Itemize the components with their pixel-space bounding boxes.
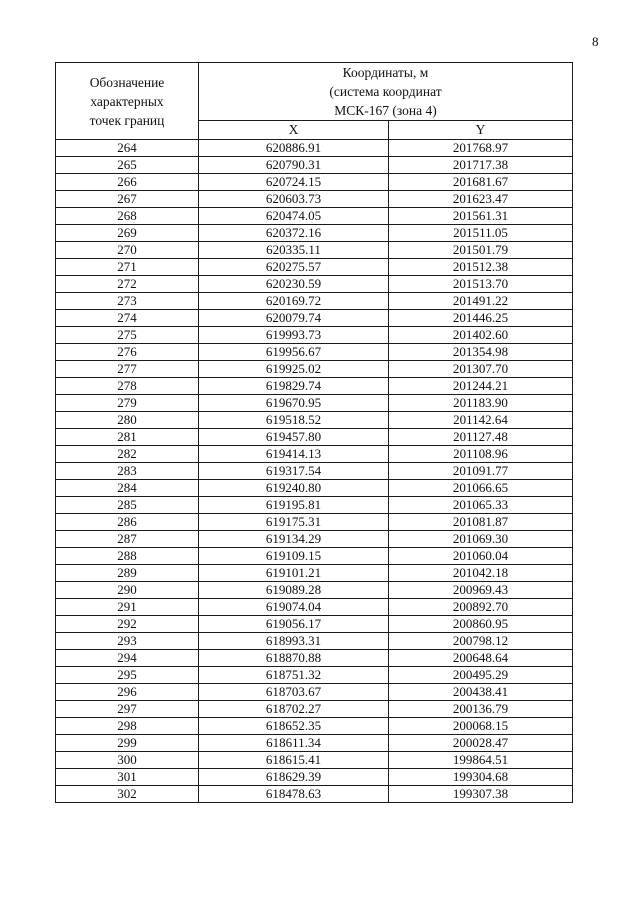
x-coordinate-cell: 619109.15 bbox=[199, 548, 389, 565]
point-number-cell: 300 bbox=[56, 752, 199, 769]
y-coordinate-cell: 199304.68 bbox=[389, 769, 573, 786]
x-coordinate-cell: 620275.57 bbox=[199, 259, 389, 276]
y-coordinate-cell: 201491.22 bbox=[389, 293, 573, 310]
x-coordinate-cell: 619101.21 bbox=[199, 565, 389, 582]
point-number-cell: 298 bbox=[56, 718, 199, 735]
table-row bbox=[56, 225, 573, 242]
point-number-cell: 268 bbox=[56, 208, 199, 225]
table-row bbox=[56, 242, 573, 259]
y-coordinate-cell: 200798.12 bbox=[389, 633, 573, 650]
table-row bbox=[56, 531, 573, 548]
coordinates-header-line: МСК-167 (зона 4) bbox=[334, 103, 437, 118]
table-row bbox=[56, 565, 573, 582]
y-coordinate-cell: 200892.70 bbox=[389, 599, 573, 616]
y-coordinate-cell: 201183.90 bbox=[389, 395, 573, 412]
y-coordinate-cell: 201060.04 bbox=[389, 548, 573, 565]
point-number-cell: 275 bbox=[56, 327, 199, 344]
coordinates-header-line: (система координат bbox=[329, 84, 442, 99]
point-number-cell: 281 bbox=[56, 429, 199, 446]
x-coordinate-cell: 618870.88 bbox=[199, 650, 389, 667]
point-number-cell: 301 bbox=[56, 769, 199, 786]
point-number-cell: 273 bbox=[56, 293, 199, 310]
x-coordinate-cell: 619925.02 bbox=[199, 361, 389, 378]
x-coordinate-cell: 618615.41 bbox=[199, 752, 389, 769]
point-number-cell: 276 bbox=[56, 344, 199, 361]
point-number-cell: 290 bbox=[56, 582, 199, 599]
y-coordinate-cell: 200969.43 bbox=[389, 582, 573, 599]
y-coordinate-cell: 199864.51 bbox=[389, 752, 573, 769]
table-row bbox=[56, 752, 573, 769]
y-coordinate-cell: 201768.97 bbox=[389, 140, 573, 157]
x-coordinate-cell: 619956.67 bbox=[199, 344, 389, 361]
table-row bbox=[56, 446, 573, 463]
y-column-header: Y bbox=[389, 121, 573, 140]
x-coordinate-cell: 619089.28 bbox=[199, 582, 389, 599]
table-row bbox=[56, 786, 573, 803]
y-coordinate-cell: 201142.64 bbox=[389, 412, 573, 429]
point-number-cell: 285 bbox=[56, 497, 199, 514]
point-number-cell: 267 bbox=[56, 191, 199, 208]
table-row bbox=[56, 701, 573, 718]
x-coordinate-cell: 620079.74 bbox=[199, 310, 389, 327]
point-number-cell: 271 bbox=[56, 259, 199, 276]
y-coordinate-cell: 201501.79 bbox=[389, 242, 573, 259]
point-number-cell: 291 bbox=[56, 599, 199, 616]
point-number-cell: 302 bbox=[56, 786, 199, 803]
table-row bbox=[56, 361, 573, 378]
y-coordinate-cell: 201069.30 bbox=[389, 531, 573, 548]
y-coordinate-cell: 201511.05 bbox=[389, 225, 573, 242]
x-coordinate-cell: 619670.95 bbox=[199, 395, 389, 412]
table-row bbox=[56, 310, 573, 327]
x-coordinate-cell: 618993.31 bbox=[199, 633, 389, 650]
x-coordinate-cell: 619518.52 bbox=[199, 412, 389, 429]
point-number-cell: 282 bbox=[56, 446, 199, 463]
y-coordinate-cell: 201402.60 bbox=[389, 327, 573, 344]
y-coordinate-cell: 201354.98 bbox=[389, 344, 573, 361]
y-coordinate-cell: 201623.47 bbox=[389, 191, 573, 208]
point-number-cell: 274 bbox=[56, 310, 199, 327]
y-coordinate-cell: 201042.18 bbox=[389, 565, 573, 582]
x-coordinate-cell: 620474.05 bbox=[199, 208, 389, 225]
y-coordinate-cell: 201512.38 bbox=[389, 259, 573, 276]
table-row bbox=[56, 276, 573, 293]
point-number-cell: 289 bbox=[56, 565, 199, 582]
point-number-cell: 293 bbox=[56, 633, 199, 650]
point-number-cell: 283 bbox=[56, 463, 199, 480]
y-coordinate-cell: 200495.29 bbox=[389, 667, 573, 684]
point-number-cell: 279 bbox=[56, 395, 199, 412]
x-coordinate-cell: 620335.11 bbox=[199, 242, 389, 259]
y-coordinate-cell: 201513.70 bbox=[389, 276, 573, 293]
x-coordinate-cell: 619074.04 bbox=[199, 599, 389, 616]
x-column-header: X bbox=[199, 121, 389, 140]
x-coordinate-cell: 618652.35 bbox=[199, 718, 389, 735]
x-coordinate-cell: 620724.15 bbox=[199, 174, 389, 191]
x-coordinate-cell: 620372.16 bbox=[199, 225, 389, 242]
table-row bbox=[56, 684, 573, 701]
point-number-cell: 297 bbox=[56, 701, 199, 718]
y-coordinate-cell: 200860.95 bbox=[389, 616, 573, 633]
table-row bbox=[56, 208, 573, 225]
point-number-cell: 272 bbox=[56, 276, 199, 293]
x-coordinate-cell: 619993.73 bbox=[199, 327, 389, 344]
point-number-cell: 278 bbox=[56, 378, 199, 395]
coordinates-header bbox=[199, 63, 573, 121]
y-coordinate-cell: 201091.77 bbox=[389, 463, 573, 480]
table-row bbox=[56, 344, 573, 361]
x-coordinate-cell: 619457.80 bbox=[199, 429, 389, 446]
table-body bbox=[56, 140, 573, 803]
point-number-cell: 266 bbox=[56, 174, 199, 191]
table-row bbox=[56, 735, 573, 752]
table-row bbox=[56, 718, 573, 735]
point-number-cell: 296 bbox=[56, 684, 199, 701]
y-coordinate-cell: 201108.96 bbox=[389, 446, 573, 463]
x-coordinate-cell: 618703.67 bbox=[199, 684, 389, 701]
point-number-cell: 295 bbox=[56, 667, 199, 684]
page-number: 8 bbox=[592, 34, 599, 49]
designation-header-line: Обозначение bbox=[89, 74, 165, 90]
y-coordinate-cell: 200438.41 bbox=[389, 684, 573, 701]
designation-header-line: характерных bbox=[90, 93, 164, 109]
y-coordinate-cell: 201561.31 bbox=[389, 208, 573, 225]
table-row bbox=[56, 293, 573, 310]
x-coordinate-cell: 619414.13 bbox=[199, 446, 389, 463]
table-row bbox=[56, 616, 573, 633]
x-coordinate-cell: 619175.31 bbox=[199, 514, 389, 531]
table-header bbox=[56, 63, 573, 140]
point-number-cell: 280 bbox=[56, 412, 199, 429]
table-row bbox=[56, 378, 573, 395]
point-number-cell: 294 bbox=[56, 650, 199, 667]
y-coordinate-cell: 201244.21 bbox=[389, 378, 573, 395]
table-row bbox=[56, 259, 573, 276]
table-row bbox=[56, 633, 573, 650]
y-coordinate-cell: 200068.15 bbox=[389, 718, 573, 735]
table-row bbox=[56, 429, 573, 446]
y-coordinate-cell: 201717.38 bbox=[389, 157, 573, 174]
table-row bbox=[56, 514, 573, 531]
point-number-cell: 270 bbox=[56, 242, 199, 259]
coordinates-table bbox=[55, 62, 573, 803]
y-coordinate-cell: 201081.87 bbox=[389, 514, 573, 531]
table-row bbox=[56, 582, 573, 599]
x-coordinate-cell: 619317.54 bbox=[199, 463, 389, 480]
y-coordinate-cell: 200648.64 bbox=[389, 650, 573, 667]
x-coordinate-cell: 619134.29 bbox=[199, 531, 389, 548]
designation-header-line: точек границ bbox=[89, 112, 165, 128]
table-row bbox=[56, 174, 573, 191]
table-row bbox=[56, 327, 573, 344]
designation-header bbox=[56, 63, 199, 140]
x-coordinate-cell: 618751.32 bbox=[199, 667, 389, 684]
x-coordinate-cell: 618611.34 bbox=[199, 735, 389, 752]
x-coordinate-cell: 620230.59 bbox=[199, 276, 389, 293]
table-row bbox=[56, 497, 573, 514]
y-coordinate-cell: 201681.67 bbox=[389, 174, 573, 191]
x-coordinate-cell: 620886.91 bbox=[199, 140, 389, 157]
point-number-cell: 269 bbox=[56, 225, 199, 242]
point-number-cell: 287 bbox=[56, 531, 199, 548]
table-row bbox=[56, 395, 573, 412]
y-coordinate-cell: 200136.79 bbox=[389, 701, 573, 718]
table-row bbox=[56, 191, 573, 208]
table-row bbox=[56, 157, 573, 174]
coordinates-header-line: Координаты, м bbox=[342, 65, 429, 80]
x-coordinate-cell: 619056.17 bbox=[199, 616, 389, 633]
x-coordinate-cell: 618629.39 bbox=[199, 769, 389, 786]
point-number-cell: 292 bbox=[56, 616, 199, 633]
x-coordinate-cell: 620169.72 bbox=[199, 293, 389, 310]
table-row bbox=[56, 548, 573, 565]
table-row bbox=[56, 599, 573, 616]
x-coordinate-cell: 619195.81 bbox=[199, 497, 389, 514]
x-coordinate-cell: 619240.80 bbox=[199, 480, 389, 497]
point-number-cell: 277 bbox=[56, 361, 199, 378]
point-number-cell: 284 bbox=[56, 480, 199, 497]
y-coordinate-cell: 201446.25 bbox=[389, 310, 573, 327]
point-number-cell: 299 bbox=[56, 735, 199, 752]
x-coordinate-cell: 618702.27 bbox=[199, 701, 389, 718]
table-row bbox=[56, 463, 573, 480]
table-row bbox=[56, 667, 573, 684]
y-coordinate-cell: 199307.38 bbox=[389, 786, 573, 803]
table-row bbox=[56, 769, 573, 786]
table-row bbox=[56, 140, 573, 157]
point-number-cell: 264 bbox=[56, 140, 199, 157]
x-coordinate-cell: 619829.74 bbox=[199, 378, 389, 395]
point-number-cell: 265 bbox=[56, 157, 199, 174]
x-coordinate-cell: 618478.63 bbox=[199, 786, 389, 803]
point-number-cell: 288 bbox=[56, 548, 199, 565]
y-coordinate-cell: 201065.33 bbox=[389, 497, 573, 514]
x-coordinate-cell: 620603.73 bbox=[199, 191, 389, 208]
y-coordinate-cell: 201127.48 bbox=[389, 429, 573, 446]
y-coordinate-cell: 201066.65 bbox=[389, 480, 573, 497]
point-number-cell: 286 bbox=[56, 514, 199, 531]
x-coordinate-cell: 620790.31 bbox=[199, 157, 389, 174]
y-coordinate-cell: 200028.47 bbox=[389, 735, 573, 752]
table-row bbox=[56, 650, 573, 667]
table-row bbox=[56, 412, 573, 429]
y-coordinate-cell: 201307.70 bbox=[389, 361, 573, 378]
table-row bbox=[56, 480, 573, 497]
